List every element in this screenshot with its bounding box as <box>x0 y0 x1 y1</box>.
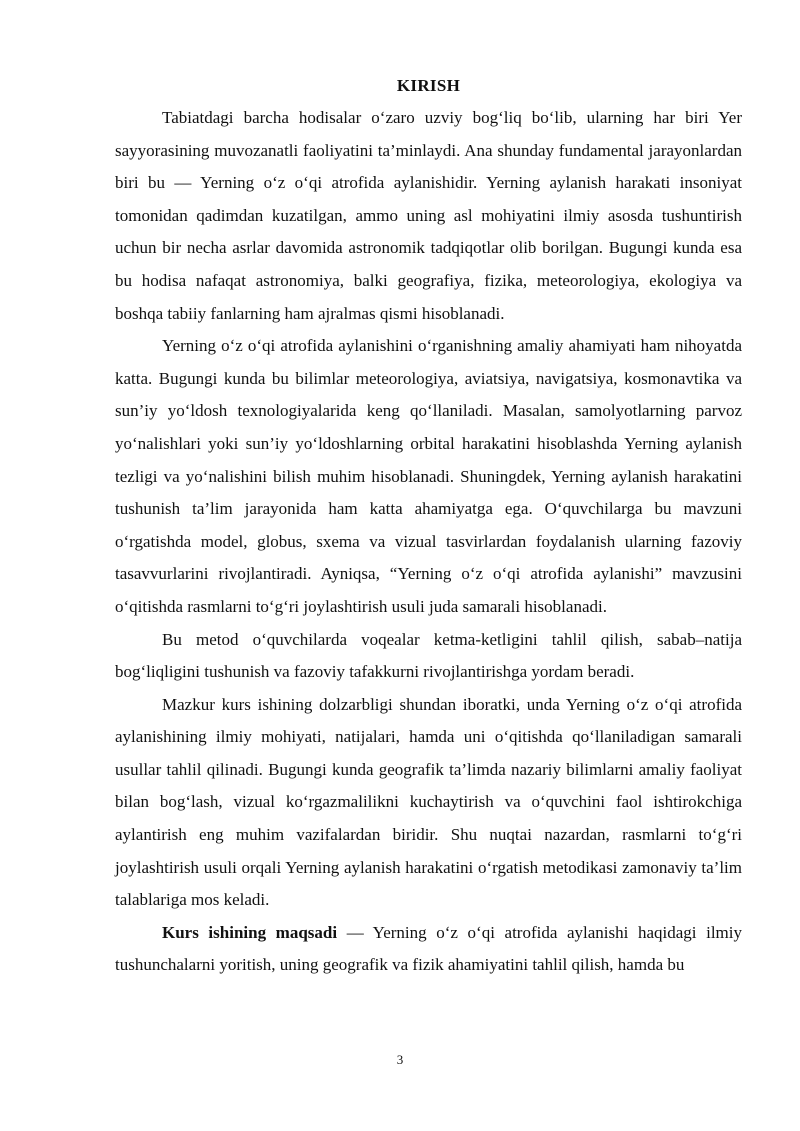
goal-text: — Yerning o‘z o‘qi atrofida aylanishi haqidagi ilmiy tushunchalarni yoritish, uning geografik va fizik ahamiyatini tahlil qilish, hamda bu <box>115 922 742 975</box>
paragraph-method: Bu metod o‘quvchilarda voqealar ketma-ketligini tahlil qilish, sabab–natija bog‘liqligini tushunish va fazoviy tafakkurni rivojlantirishga yordam beradi. <box>115 629 742 682</box>
document-page <box>115 74 742 982</box>
paragraph-intro: Tabiatdagi barcha hodisalar o‘zaro uzviy bog‘liq bo‘lib, ularning har biri Yer sayyorasining muvozanatli faoliyatini ta’minlaydi. Ana shunday fundamental jarayonlardan biri bu — Yerning o‘z o‘qi atrofida aylanishidir. Yerning aylanish harakati insoniyat tomonidan qadimdan kuzatilgan, ammo uning asl mohiyatini ilmiy asosda tushuntirish uchun bir necha asrlar davomida astronomik tadqiqotlar olib borilgan. Bugungi kunda esa bu hodisa nafaqat astronomiya, balki geografiya, fizika, meteorologiya, ekologiya va boshqa tabiiy fanlarning ham ajralmas qismi hisoblanadi. <box>115 108 742 323</box>
paragraph-goal <box>115 917 742 982</box>
paragraph-practical-importance: Yerning o‘z o‘qi atrofida aylanishini o‘rganishning amaliy ahamiyati ham nihoyatda katta. Bugungi kunda bu bilimlar meteorologiya, aviatsiya, navigatsiya, kosmonavtika va sun’iy yo‘ldosh texnologiyalarida keng qo‘llaniladi. Masalan, samolyotlarning parvoz yo‘nalishlari yoki sun’iy yo‘ldoshlarning orbital harakatini hisoblashda Yerning aylanish tezligi va yo‘nalishini bilish muhim hisoblanadi. Shuningdek, Yerning aylanish harakatini tushunish ta’lim jarayonida ham katta ahamiyatga ega. O‘quvchilarga bu mavzuni o‘rgatishda model, globus, sxema va vizual tasvirlardan foydalanish ularning fazoviy tasavvurlarini rivojlantiradi. Ayniqsa, “Yerning o‘z o‘qi atrofida aylanishi” mavzusini o‘qitishda rasmlarni to‘g‘ri joylashtirish usuli juda samarali hisoblanadi. <box>115 336 742 616</box>
paragraph-relevance: Mazkur kurs ishining dolzarbligi shundan iboratki, unda Yerning o‘z o‘qi atrofida aylanishining ilmiy mohiyati, natijalari, hamda uni o‘qitishda qo‘llaniladigan samarali usullar tahlil qilinadi. Bugungi kunda geografik ta’limda nazariy bilimlarni amaliy faoliyat bilan bog‘lash, vizual ko‘rgazmalilikni kuchaytirish va o‘quvchini faol ishtirokchiga aylantirish eng muhim vazifalardan biridir. Shu nuqtai nazardan, rasmlarni to‘g‘ri joylashtirish usuli orqali Yerning aylanish harakatini o‘rgatish metodikasi zamonaviy ta’lim talablariga mos keladi. <box>115 694 742 910</box>
section-heading: KIRISH <box>396 76 461 95</box>
page-number: 3 <box>396 1052 404 1067</box>
goal-label: Kurs ishining maqsadi <box>162 922 338 942</box>
